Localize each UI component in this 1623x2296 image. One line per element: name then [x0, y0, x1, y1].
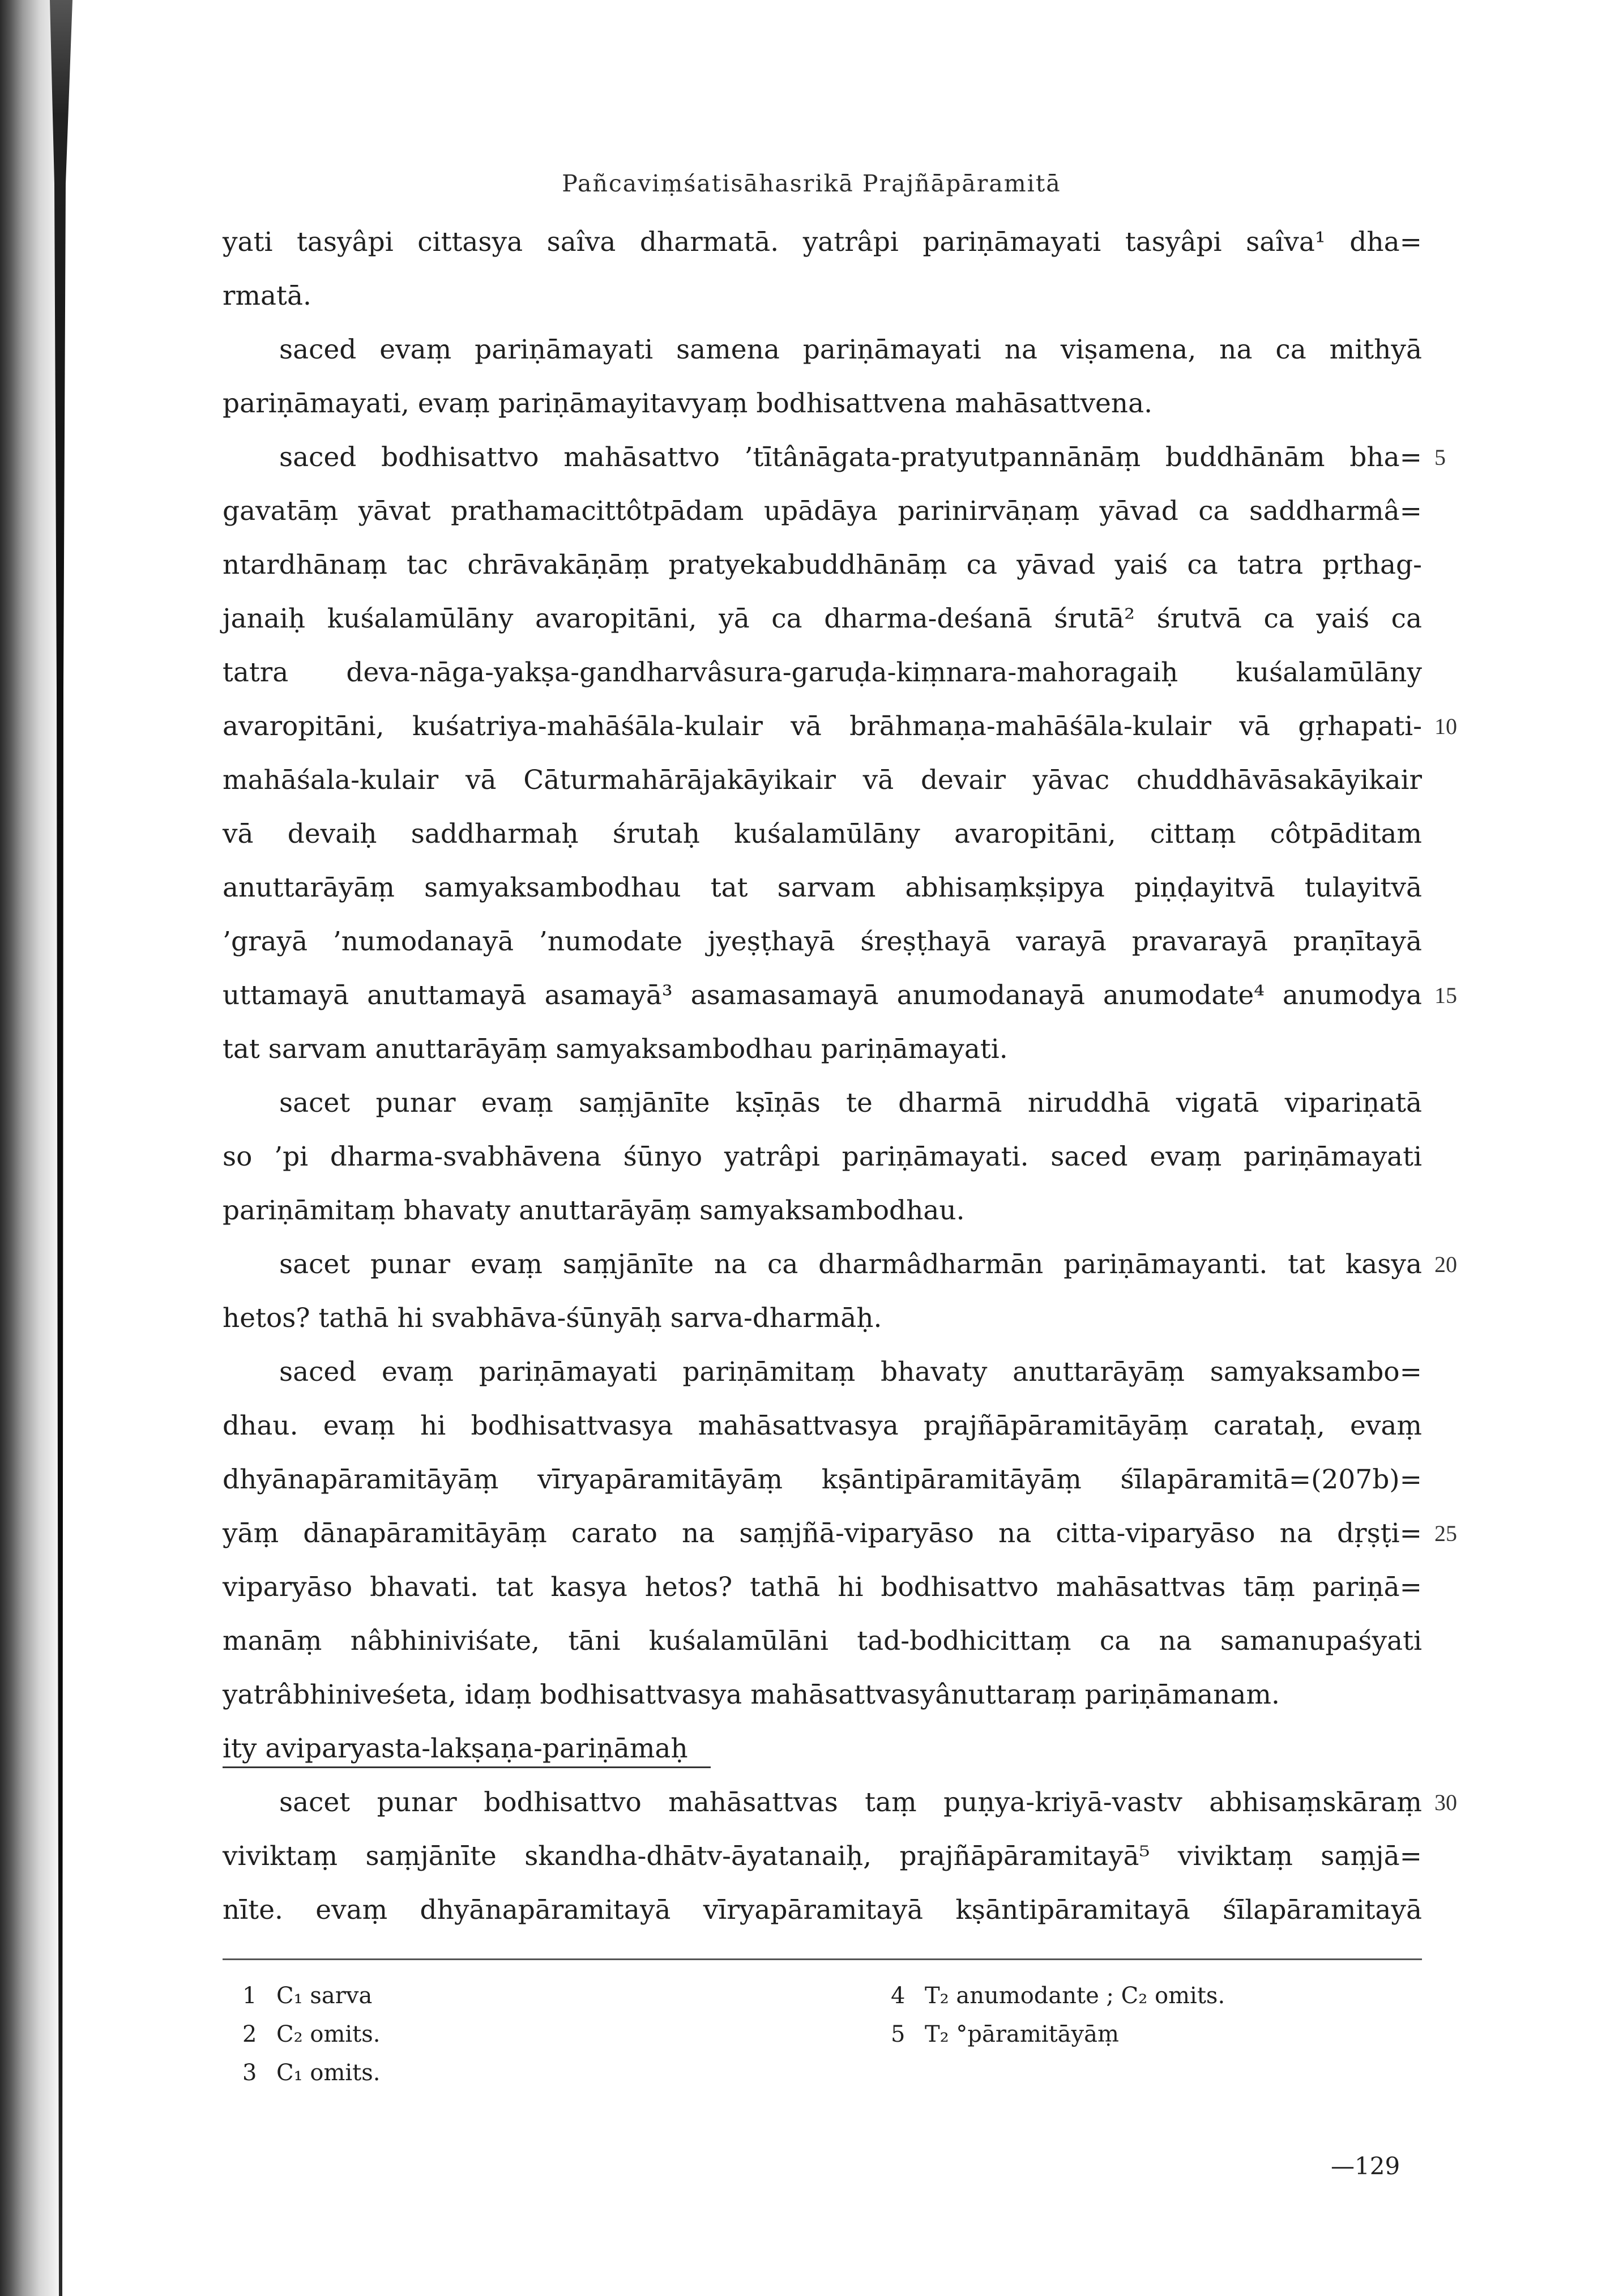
- line-text: pariṇāmitaṃ bhavaty anuttarāyāṃ samyaksambodhau.: [223, 1195, 965, 1226]
- text-line: [223, 1560, 1422, 1614]
- line-text: sacet punar evaṃ saṃjānīte na ca dharmâdharmān pariṇāmayanti. tat kasya: [279, 1249, 1422, 1280]
- footnotes-left-column: [242, 1977, 380, 2092]
- text-line: [223, 915, 1422, 968]
- line-text: avaropitāni, kuśatriya-mahāśāla-kulair vā brāhmaṇa-mahāśāla-kulair vā gṛhapati-: [223, 711, 1422, 742]
- line-text: manāṃ nâbhiniviśate, tāni kuśalamūlāni tad-bodhicittaṃ ca na samanupaśyati: [223, 1625, 1422, 1657]
- line-text: viparyāso bhavati. tat kasya hetos? tathā hi bodhisattvo mahāsattvas tāṃ pariṇā=: [223, 1572, 1422, 1603]
- text-line: [223, 1668, 1422, 1722]
- footnote-number: 2: [242, 2021, 257, 2047]
- text-line: [223, 1291, 1422, 1345]
- text-line: [223, 269, 1422, 323]
- line-text: tat sarvam anuttarāyāṃ samyaksambodhau pariṇāmayati.: [223, 1034, 1008, 1065]
- line-text: anuttarāyāṃ samyaksambodhau tat sarvam abhisaṃkṣipya piṇḍayitvā tulayitvā: [223, 872, 1422, 903]
- line-text: yatrâbhiniveśeta, idaṃ bodhisattvasya mahāsattvasyânuttaraṃ pariṇāmanam.: [223, 1679, 1280, 1710]
- page-number: —129: [1331, 2152, 1400, 2180]
- line-text: saced evaṃ pariṇāmayati pariṇāmitaṃ bhavaty anuttarāyāṃ samyaksambo=: [279, 1356, 1422, 1388]
- text-line: [223, 1507, 1457, 1560]
- line-text: yāṃ dānapāramitāyāṃ carato na saṃjñā-viparyāso na citta-viparyāso na dṛṣṭi=: [223, 1518, 1422, 1549]
- line-number: 20: [1434, 1252, 1457, 1277]
- text-line: [223, 968, 1457, 1022]
- text-line: [223, 215, 1422, 269]
- footnote-number: 4: [891, 1983, 906, 2009]
- line-text: mahāśala-kulair vā Cāturmahārājakāyikair vā devair yāvac chuddhāvāsakāyikair: [223, 765, 1422, 796]
- line-text: nīte. evaṃ dhyānapāramitayā vīryapāramitayā kṣāntipāramitayā śīlapāramitayā: [223, 1894, 1422, 1926]
- text-line: [223, 1829, 1422, 1883]
- text-line: [223, 646, 1422, 699]
- text-line: [223, 1237, 1457, 1291]
- section-heading: [223, 1722, 1422, 1776]
- text-line: [223, 377, 1422, 430]
- text-line: [223, 538, 1422, 592]
- text-line: [223, 1776, 1457, 1829]
- text-line: [223, 430, 1446, 484]
- line-text: sacet punar bodhisattvo mahāsattvas taṃ puṇya-kriyā-vastv abhisaṃskāraṃ: [279, 1787, 1422, 1818]
- line-number: 30: [1434, 1790, 1457, 1815]
- line-text: saced bodhisattvo mahāsattvo ’tītânāgata-pratyutpannānāṃ buddhānām bha=: [279, 442, 1422, 473]
- text-line: [223, 1345, 1422, 1399]
- footnote-text: T₂ °pāramitāyāṃ: [925, 2021, 1119, 2047]
- line-text: sacet punar evaṃ saṃjānīte kṣīṇās te dharmā niruddhā vigatā vipariṇatā: [279, 1087, 1422, 1119]
- text-line: [223, 1399, 1422, 1453]
- text-line: [223, 323, 1422, 377]
- text-line: [223, 1076, 1422, 1130]
- line-text: dhyānapāramitāyāṃ vīryapāramitāyāṃ kṣāntipāramitāyāṃ śīlapāramitā=(207b)=: [223, 1464, 1422, 1495]
- footnote-text: C₂ omits.: [276, 2021, 381, 2047]
- text-line: [223, 699, 1457, 753]
- line-text: rmatā.: [223, 280, 311, 311]
- footnote-number: 1: [242, 1983, 257, 2009]
- text-line: [223, 1184, 1422, 1237]
- footnote: [891, 1977, 1225, 2015]
- line-number: 25: [1434, 1521, 1457, 1546]
- line-text: so ’pi dharma-svabhāvena śūnyo yatrâpi pariṇāmayati. saced evaṃ pariṇāmayati: [223, 1141, 1422, 1172]
- line-text: ’grayā ’numodanayā ’numodate jyeṣṭhayā śreṣṭhayā varayā pravarayā praṇītayā: [223, 926, 1422, 957]
- text-line: [223, 592, 1422, 646]
- footnote-number: 3: [242, 2060, 257, 2086]
- main-text-block: [223, 215, 1457, 1937]
- line-text: vā devaiḥ saddharmaḥ śrutaḥ kuśalamūlāny avaropitāni, cittaṃ côtpāditam: [223, 818, 1422, 850]
- text-line: [223, 807, 1422, 861]
- footnotes-right-column: [891, 1977, 1225, 2054]
- footnote: [242, 2015, 380, 2054]
- line-text: dhau. evaṃ hi bodhisattvasya mahāsattvasya prajñāpāramitāyāṃ carataḥ, evaṃ: [223, 1410, 1422, 1441]
- footnote: [891, 2015, 1225, 2054]
- text-line: [223, 1883, 1422, 1937]
- footnote-text: C₁ omits.: [276, 2060, 381, 2086]
- footnote: [242, 1977, 380, 2015]
- line-number: 5: [1434, 445, 1446, 470]
- footnote-divider: [223, 1958, 1422, 1960]
- text-line: [223, 484, 1422, 538]
- footnote-text: T₂ anumodante ; C₂ omits.: [925, 1983, 1225, 2009]
- line-text: viviktaṃ saṃjānīte skandha-dhātv-āyatanaiḥ, prajñāpāramitayā⁵ viviktaṃ saṃjā=: [223, 1841, 1422, 1872]
- line-number: 10: [1434, 714, 1457, 739]
- running-header: Pañcaviṃśatisāhasrikā Prajñāpāramitā: [562, 170, 1061, 197]
- line-text: tatra deva-nāga-yakṣa-gandharvâsura-garuḍa-kiṃnara-mahoragaiḥ kuśalamūlāny: [223, 657, 1422, 688]
- line-text: hetos? tathā hi svabhāva-śūnyāḥ sarva-dharmāḥ.: [223, 1303, 882, 1334]
- line-text: gavatāṃ yāvat prathamacittôtpādam upādāya parinirvāṇaṃ yāvad ca saddharmâ=: [223, 496, 1422, 527]
- footnote-number: 5: [891, 2021, 906, 2047]
- text-line: [223, 1453, 1422, 1507]
- line-text: ity aviparyasta-lakṣaṇa-pariṇāmaḥ: [223, 1731, 711, 1768]
- text-line: [223, 753, 1422, 807]
- line-number: 15: [1434, 983, 1457, 1008]
- line-text: pariṇāmayati, evaṃ pariṇāmayitavyaṃ bodhisattvena mahāsattvena.: [223, 388, 1153, 419]
- line-text: yati tasyâpi cittasya saîva dharmatā. yatrâpi pariṇāmayati tasyâpi saîva¹ dha=: [223, 227, 1422, 258]
- line-text: ntardhānaṃ tac chrāvakāṇāṃ pratyekabuddhānāṃ ca yāvad yaiś ca tatra pṛthag-: [223, 549, 1422, 581]
- line-text: saced evaṃ pariṇāmayati samena pariṇāmayati na viṣamena, na ca mithyā: [279, 334, 1422, 365]
- text-line: [223, 1022, 1422, 1076]
- footnote-text: C₁ sarva: [276, 1983, 373, 2009]
- text-line: [223, 1130, 1422, 1184]
- text-line: [223, 1614, 1422, 1668]
- footnote: [242, 2054, 380, 2092]
- line-text: uttamayā anuttamayā asamayā³ asamasamayā anumodanayā anumodate⁴ anumodya: [223, 980, 1422, 1011]
- line-text: janaiḥ kuśalamūlāny avaropitāni, yā ca dharma-deśanā śrutā² śrutvā ca yaiś ca: [223, 603, 1422, 634]
- text-line: [223, 861, 1422, 915]
